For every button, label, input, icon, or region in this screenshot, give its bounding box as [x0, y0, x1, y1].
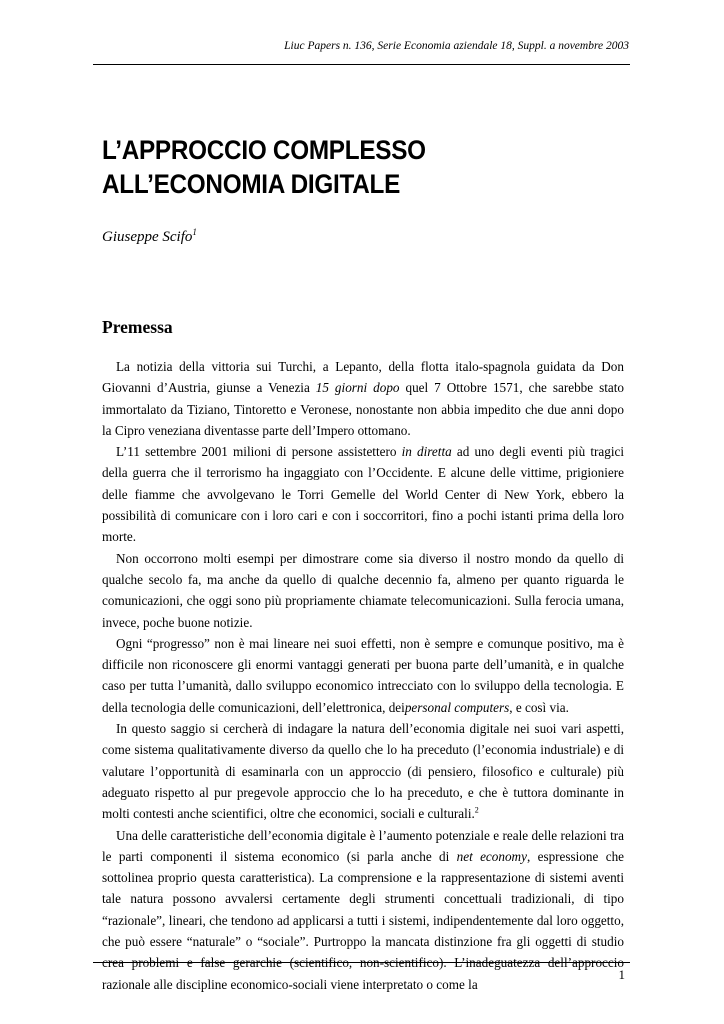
- emphasis: personal computers: [404, 699, 510, 715]
- paragraph-text: In questo saggio si cercherà di indagare la natura dell’economia digitale nei suoi vari aspetti, come sistema qualitativamente diverso da quello che lo ha preceduto (l’economia industriale) e di valutare l’opportunità di esaminarla con un approccio (di pensiero, filosofico e culturale) più adeguato rispetto al pur pregevole approccio che lo ha preceduto, e che è tuttora dominante in molti contesti anche scientifici, oltre che economici, sociali e culturali.: [102, 721, 624, 822]
- footnote-mark[interactable]: 2: [474, 805, 479, 815]
- header-rule: [93, 64, 630, 65]
- body-text: [102, 356, 624, 995]
- emphasis: 15 giorni dopo: [315, 380, 400, 396]
- paragraph-text: ad uno degli eventi più tragici della guerra che il terrorismo ha ingaggiato con l’Occidente. E alcune delle vittime, prigioniere delle fiamme che avvolgevano le Torri Gemelle del World Center di New York, ebbero la possibilità di comunicare con i loro cari e con i soccorritori, fino a pochi istanti prima della loro morte.: [102, 444, 624, 545]
- footer-rule: [93, 962, 630, 963]
- author-name: Giuseppe Scifo: [102, 229, 193, 245]
- paragraph-text: , e così via.: [509, 699, 569, 715]
- paragraph-3: Non occorrono molti esempi per dimostrare come sia diverso il nostro mondo da quello di qualche secolo fa, ma anche da quello di qualche decennio fa, almeno per quanto riguarda le comunicazioni, che oggi sono più propriamente chiamate telecomunicazioni. Sulla ferocia umana, invece, poche buone notizie.: [102, 550, 624, 630]
- paragraph-1: [102, 356, 624, 441]
- page-number: 1: [618, 967, 625, 982]
- paragraph-6: [102, 825, 624, 995]
- paragraph-text: quel 7 Ottobre 1571, che sarebbe stato immortalato da Tiziano, Tintoretto e Veronese, nonostante non abbia impedito che due anni dopo la Cipro veneziana diventasse parte dell’Impero ottomano.: [102, 380, 624, 438]
- paper-title: L’APPROCCIO COMPLESSO ALL’ECONOMIA DIGITALE: [102, 135, 426, 199]
- section-heading: Premessa: [102, 317, 173, 337]
- paragraph-2: [102, 441, 624, 547]
- emphasis: net economy: [456, 848, 527, 864]
- paragraph-text: Una delle caratteristiche dell’economia digitale è l’aumento potenziale e reale delle relazioni tra le parti componenti il sistema economico (si parla anche di: [102, 827, 624, 864]
- author-line: [102, 229, 197, 246]
- paragraph-text: Ogni “progresso” non è mai lineare nei suoi effetti, non è sempre e comunque positivo, ma è difficile non riconoscere gli enormi vantaggi generati per buona parte dell’umanità, e in qualche caso per tutta l’umanità, dallo sviluppo economico intrecciato con lo sviluppo della tecnologia. E della tecnologia delle comunicazioni, dell’elettronica, dei: [102, 635, 624, 715]
- paragraph-text: , espressione che sottolinea proprio questa caratteristica). La comprensione e la rappresentazione di sistemi aventi tale natura possono avvalersi certamente degli strumenti concettuali tradizionali, di tipo “razionale”, lineari, che tendono ad applicarsi a tutti i sistemi, indipendentemente dal loro oggetto, che può essere “naturale” o “sociale”. Purtroppo la mancata distinzione fra gli oggetti di studio crea problemi e false gerarchie (scientifico, non-scientifico). L’inadeguatezza dell’approccio razionale alle discipline economico-sociali viene interpretato o come la: [102, 848, 625, 992]
- author-footnote-mark[interactable]: 1: [192, 227, 197, 237]
- paragraph-text: L’11 settembre 2001 milioni di persone assistettero: [116, 444, 402, 460]
- paragraph-text: La notizia della vittoria sui Turchi, a Lepanto, della flotta italo-spagnola guidata da Don Giovanni d’Austria, giunse a Venezia: [102, 359, 624, 396]
- emphasis: in diretta: [401, 444, 452, 460]
- paragraph-5: [102, 718, 624, 824]
- paragraph-4: [102, 633, 624, 718]
- running-head: Liuc Papers n. 136, Serie Economia aziendale 18, Suppl. a novembre 2003: [284, 40, 629, 52]
